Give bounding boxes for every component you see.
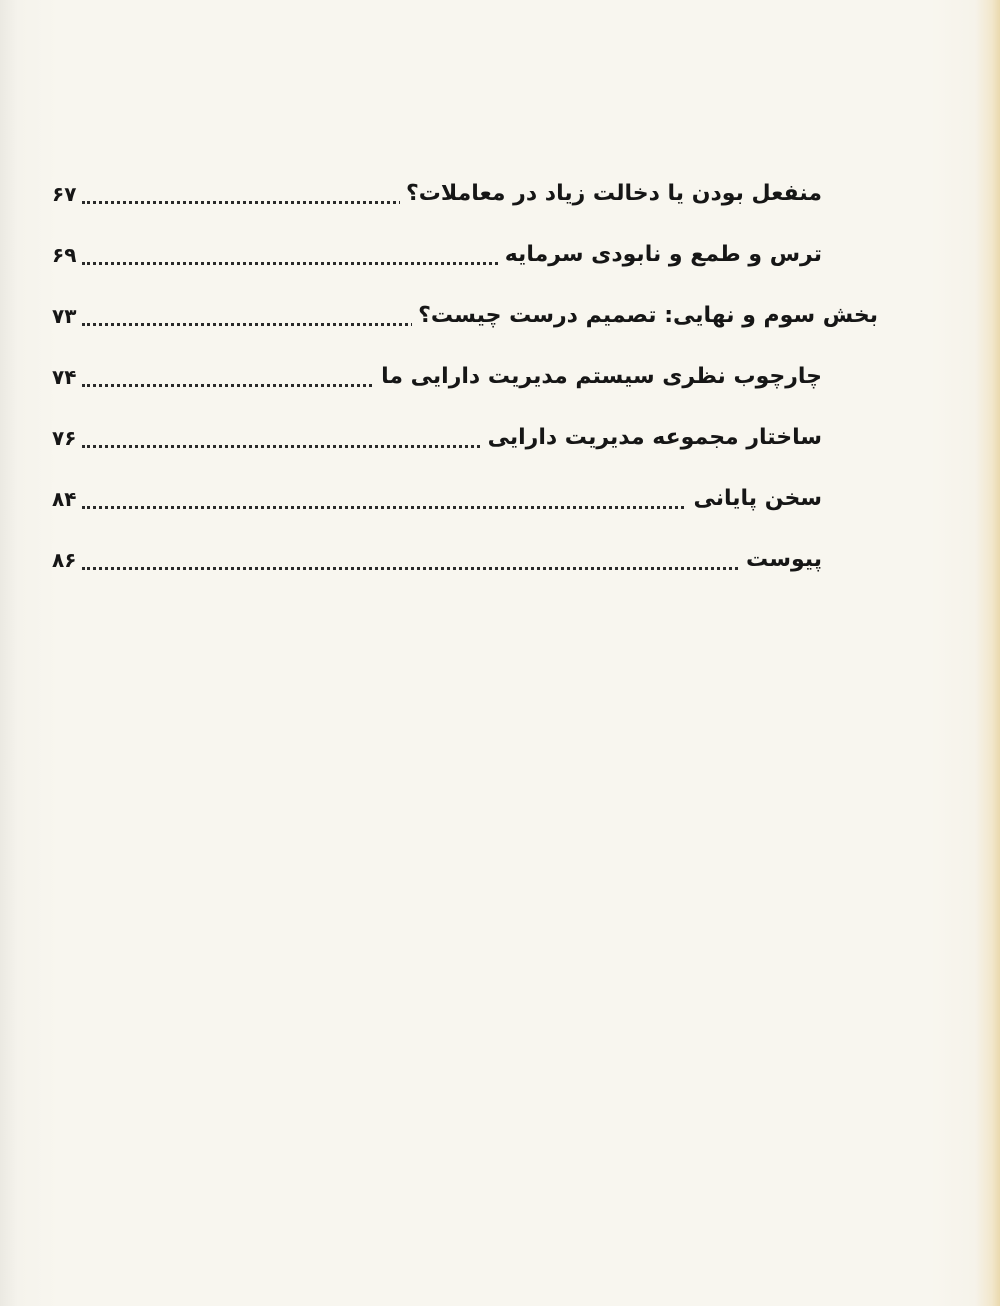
dot-leader bbox=[82, 567, 822, 570]
toc-entry-page-number: ۸۶ bbox=[52, 543, 78, 577]
toc-entry-page-number: ۶۹ bbox=[52, 238, 78, 272]
toc-entry-title: سخن پایانی bbox=[687, 482, 822, 516]
toc-entry bbox=[52, 348, 822, 409]
toc-entry bbox=[52, 531, 822, 592]
toc-entry bbox=[52, 409, 822, 470]
table-of-contents bbox=[52, 165, 878, 592]
toc-entry-page-number: ۷۶ bbox=[52, 421, 78, 455]
toc-entry bbox=[52, 226, 822, 287]
toc-entry-title: ساختار مجموعه مدیریت دارایی bbox=[482, 421, 822, 455]
toc-entry-title: چارچوب نظری سیستم مدیریت دارایی ما bbox=[375, 360, 822, 394]
toc-entry-page-number: ۶۷ bbox=[52, 177, 78, 211]
toc-entry-page-number: ۷۳ bbox=[52, 299, 78, 333]
toc-entry bbox=[52, 470, 822, 531]
toc-entry-title: ترس و طمع و نابودی سرمایه bbox=[499, 238, 822, 272]
toc-entry-title: بخش سوم و نهایی: تصمیم درست چیست؟ bbox=[412, 299, 878, 333]
toc-entry-title: پیوست bbox=[740, 543, 822, 577]
toc-entry-section bbox=[52, 287, 878, 348]
toc-entry-page-number: ۸۴ bbox=[52, 482, 78, 516]
toc-entry bbox=[52, 165, 822, 226]
toc-entry-page-number: ۷۴ bbox=[52, 360, 78, 394]
toc-entry-title: منفعل بودن یا دخالت زیاد در معاملات؟ bbox=[400, 177, 822, 211]
